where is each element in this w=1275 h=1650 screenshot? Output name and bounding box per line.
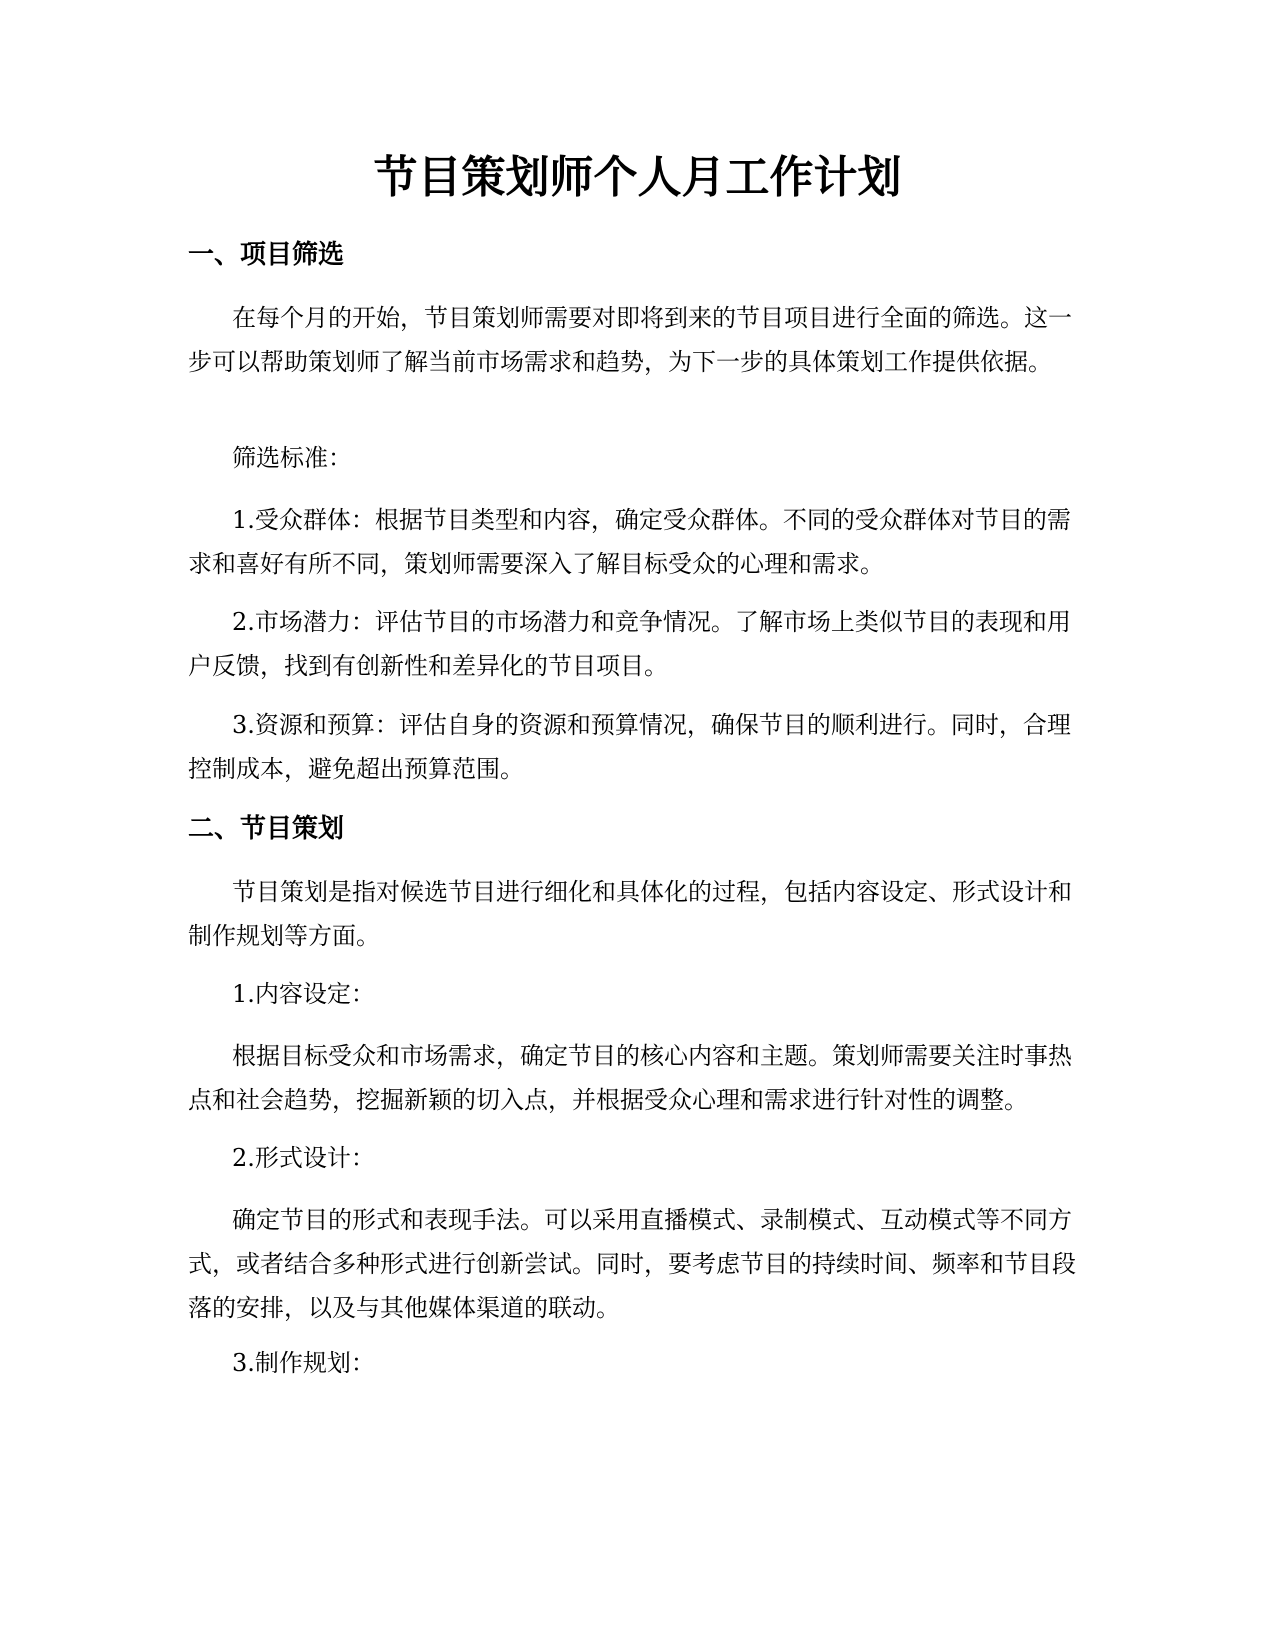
paragraph-screening-intro: 在每个月的开始，节目策划师需要对即将到来的节目项目进行全面的筛选。这一步可以帮助策划师了解当前市场需求和趋势，为下一步的具体策划工作提供依据。 — [188, 304, 1072, 376]
paragraph-criterion-market: 2.市场潜力：评估节目的市场潜力和竞争情况。了解市场上类似节目的表现和用户反馈，找到有创新性和差异化的节目项目。 — [188, 608, 1071, 680]
section-heading-screening: 一、项目筛选 — [188, 240, 345, 270]
paragraph-form-text: 确定节目的形式和表现手法。可以采用直播模式、录制模式、互动模式等不同方式，或者结合多种形式进行创新尝试。同时，要考虑节目的持续时间、频率和节目段落的安排，以及与其他媒体渠道的联动。 — [188, 1206, 1076, 1322]
paragraph-criterion-budget: 3.资源和预算：评估自身的资源和预算情况，确保节目的顺利进行。同时，合理控制成本，避免超出预算范围。 — [188, 711, 1071, 783]
section-heading-planning: 二、节目策划 — [188, 814, 345, 844]
document-title: 节目策划师个人月工作计划 — [373, 152, 902, 203]
paragraph-criteria-label: 筛选标准： — [232, 444, 352, 472]
paragraph-planning-intro: 节目策划是指对候选节目进行细化和具体化的过程，包括内容设定、形式设计和制作规划等方面。 — [188, 878, 1072, 950]
paragraph-content-text: 根据目标受众和市场需求，确定节目的核心内容和主题。策划师需要关注时事热点和社会趋势，挖掘新颖的切入点，并根据受众心理和需求进行针对性的调整。 — [188, 1042, 1072, 1114]
paragraph-content-label: 1.内容设定： — [232, 980, 375, 1008]
paragraph-form-label: 2.形式设计： — [232, 1144, 375, 1172]
paragraph-production-label: 3.制作规划： — [232, 1349, 375, 1377]
paragraph-criterion-audience: 1.受众群体：根据节目类型和内容，确定受众群体。不同的受众群体对节目的需求和喜好有所不同，策划师需要深入了解目标受众的心理和需求。 — [188, 506, 1071, 578]
